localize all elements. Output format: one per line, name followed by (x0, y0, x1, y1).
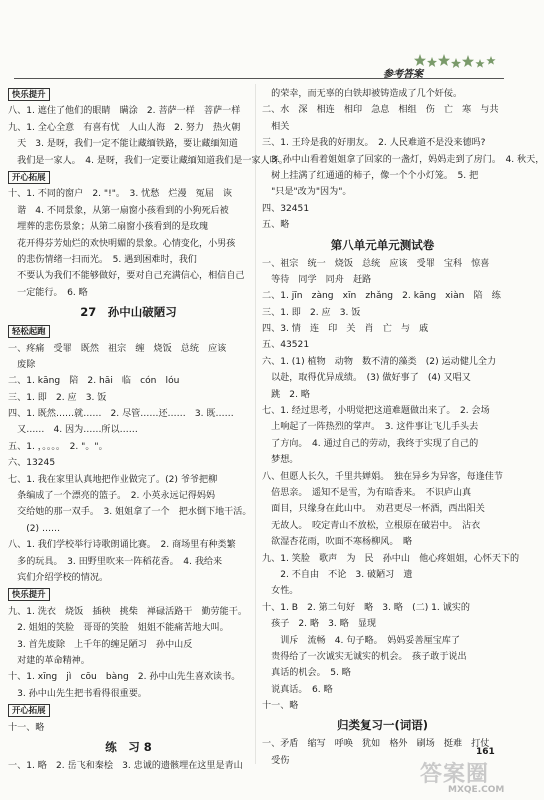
answer-line: 埋葬的悲伤景象；从第二扇窗小孩看到的是玫瑰 (8, 222, 209, 233)
answer-line: 2. 姐姐的笑脸 哥哥的笑脸 姐姐不能痛苦地大叫。 (8, 623, 229, 634)
answer-line: 无故人。 咬定青山不放松，立根原在破岩中。 沾衣 (262, 520, 481, 531)
header-rule (14, 78, 504, 79)
section-badge-row (8, 586, 249, 603)
answer-line: 训斥 流畅 4. 句子略。 妈妈妥善厘宝库了 (262, 635, 460, 646)
answer-line: 受伤 (262, 755, 290, 766)
answer-line: 2. 不自由 不论 3. 破陋习 遗 (262, 569, 413, 580)
section-badge-row (8, 169, 249, 186)
answer-line: 等待 同学 同舟 赶路 (262, 274, 372, 285)
answer-line: 四、32451 (262, 203, 310, 214)
answer-line: 宾们介绍学校的情况。 (8, 572, 109, 583)
answer-line: 我们是一家人。 4. 是呀，我们一定要让藏缅知道我们是一家人呀。 (8, 155, 288, 166)
lesson-heading: 27 孙中山破陋习 (80, 305, 177, 320)
answer-line: 十、1. xīng jì cōu bàng 2. 孙中山先生喜欢读书。 (8, 672, 241, 683)
answer-line: 三、1. 即 2. 应 3. 饭 (8, 392, 107, 403)
header-title: 参考答案 (383, 69, 423, 80)
answer-line: 六、1. (1) 植物 动物 数不清的藻类 (2) 运动健儿全力 (262, 356, 497, 367)
answer-line: 以赴，取得优异成绩。 (3) 做好事了 (4) 又唱又 (262, 373, 471, 384)
answer-line: 天 3. 是呀，我们一定不能让藏缅铁路，要让藏缅知道 (8, 139, 238, 150)
stars-decoration-icon (414, 53, 500, 75)
section-badge: 开心拓展 (8, 704, 50, 717)
answer-line: 十一、略 (262, 701, 299, 712)
answer-line: 欲湿杏花雨，吹面不寒杨柳风。 略 (262, 537, 413, 548)
right-answer-column (262, 86, 544, 766)
page-number: 161 (476, 747, 495, 757)
answer-line: 的悲伤情绪一扫而光。 5. 遇到困难时，我们 (8, 254, 197, 265)
answer-line: 跳 2. 略 (262, 389, 310, 400)
answer-line: 四、1. 既然……就…… 2. 尽管……还…… 3. 既…… (8, 409, 234, 420)
section-badge-row (8, 702, 249, 719)
answer-line: 十、1. B 2. 第二句好 略 3. 略 (二) 1. 诚实的 (262, 602, 470, 613)
section-badge-row (8, 86, 249, 103)
section-badge: 开心拓展 (8, 171, 50, 184)
answer-line: 的荣幸，而无辜的白铁却被铸造成了几个奸佞。 (262, 89, 463, 99)
answer-line: 十、1. 不同的窗户 2. "!"。 3. 忧愁 烂漫 冤屈 诙 (8, 189, 233, 200)
section-badge-row (8, 323, 249, 340)
answer-line: 二、水 深 相连 相印 急息 相组 伤 亡 寒 与共 (262, 105, 499, 116)
answer-line: 贵得给了一次诚实无诚实的机会。 孩子敢于说出 (262, 651, 467, 662)
column-divider (255, 84, 256, 764)
answer-line: 3. 孙中山看着姐姐拿了回家的一盏灯，妈妈走到了房门。 4. 秋天， (262, 154, 544, 165)
answer-line: 对建的革命精神。 (8, 655, 90, 666)
answer-line: 三、1. 即 2. 应 3. 饭 (262, 307, 361, 318)
answer-line: 面目，只缘身在此山中。 劝君更尽一杯酒，西出阳关 (262, 504, 485, 515)
page-header (0, 0, 518, 82)
answer-line: 女性。 (262, 586, 299, 597)
answer-line: 条编成了一个漂亮的篮子。 2. 小英永远记得妈妈 (8, 491, 216, 502)
answer-line: "只是"改为"因为"。 (262, 187, 352, 198)
watermark-site: MXQE.COM (448, 785, 505, 795)
answer-line: 七、1. 我在家里认真地把作业做完了。(2) 爷爷把柳 (8, 474, 218, 485)
answer-line: 七、1. 经过思考，小明觉把这道难题做出来了。 2. 会场 (262, 406, 490, 417)
answer-line: 孩子 2. 略 3. 略 显现 (262, 619, 377, 630)
answer-line: 树上挂满了红通通的柿子，像一个个小灯笼。 5. 把 (262, 170, 479, 181)
answer-line: 一、1. 略 2. 岳飞和秦桧 3. 忠诚的遗骸埋在这里是青山 (8, 760, 243, 771)
answer-line: 真话的机会。 5. 略 (262, 668, 351, 679)
answer-line: 倍思亲。 遥知不是雪，为有暗香来。 不识庐山真 (262, 487, 472, 498)
answer-line: 六、13245 (8, 458, 56, 469)
answer-line: 不要认为我们不能够做好，要对自己充满信心，相信自己 (8, 271, 245, 282)
answer-line: 花开得芬芳灿烂的欢快明媚的景象。心情变化，小男孩 (8, 238, 236, 249)
answer-line: 九、1. 洗衣 烧饭 插秧 挑柴 禅碌活路干 勤劳能干。 (8, 606, 247, 617)
watermark-logo: 答案圈 (420, 761, 490, 787)
answer-line: 相关 (262, 121, 290, 132)
answer-line: 交给她的那一双手。 3. 姐姐拿了一个 把水倒下地干活。 (8, 507, 252, 518)
answer-line: 一、疼痛 受罪 既然 祖宗 缠 烧饭 总统 应该 (8, 343, 227, 354)
answer-line: 又…… 4. 因为……所以…… (8, 425, 138, 436)
answer-line: 废除 (8, 359, 36, 370)
answer-line: 四、3. 情 连 印 关 肖 亡 与 戚 (262, 324, 429, 335)
answer-line: 一、祖宗 统一 烧饭 总统 应该 受罪 宝科 惊喜 (262, 258, 490, 269)
section-badge: 快乐提升 (8, 88, 50, 101)
answer-line: 3. 首先废除 上千年的缠足陋习 孙中山反 (8, 639, 193, 650)
answer-line: 说真话。 6. 略 (262, 684, 333, 695)
lesson-heading: 第八单元单元测试卷 (330, 237, 435, 252)
answer-line: 一、矛盾 缩写 呼唤 犹如 格外 刷场 挺难 打仗 (262, 739, 490, 750)
answer-line: 3. 孙中山先生把书看得很重要。 (8, 688, 147, 699)
answer-line: 了方向。 4. 通过自己的劳动，我终于实现了自己的 (262, 438, 479, 449)
answer-line: 一定能行。 6. 略 (8, 287, 88, 298)
lesson-heading: 归类复习一(词语) (336, 718, 428, 733)
answer-line: 九、1. 笑脸 歌声 为 民 孙中山 他心疼姐姐，心怀天下的 (262, 553, 520, 564)
section-badge: 快乐提升 (8, 588, 50, 601)
answer-line: 九、1. 全心全意 有喜有忧 人山人海 2. 努力 热火朝 (8, 122, 241, 133)
answer-line: 八、但愿人长久，千里共婵娟。 独在异乡为异客，每逢佳节 (262, 471, 503, 482)
answer-line: 五、略 (262, 220, 290, 231)
lesson-heading: 练 习 8 (105, 739, 152, 754)
answer-line: 二、1. jīn zàng xīn zhǎng 2. kāng xiàn 陪 练 (262, 291, 501, 302)
answer-line: 多的玩具。 3. 田野里吹来一阵稻花香。 4. 我给来 (8, 556, 223, 567)
answer-line: 梦想。 (262, 455, 299, 466)
section-badge: 轻松起跑 (8, 325, 50, 338)
watermark (420, 757, 516, 799)
answer-line: 五、43521 (262, 340, 310, 351)
answer-line: 五、1. ，。。。。 2. "。"。 (8, 441, 108, 452)
answer-line: 二、1. kāng 陪 2. hāi 临 cón lóu (8, 376, 180, 387)
answer-line: 八、1. 我们学校举行诗歌朗诵比赛。 2. 商场里有种类繁 (8, 540, 236, 551)
answer-line: (2) …… (8, 523, 61, 534)
answer-line: 上响起了一阵热烈的掌声。 3. 这件事让飞儿手头去 (262, 422, 479, 433)
answer-line: 八、1. 遮住了他们的眼睛 瞒涂 2. 菩萨一样 菩萨一样 (8, 106, 241, 117)
answer-line: 十一、略 (8, 722, 45, 733)
answer-line: 三、1. 王玲是我的好朋友。 2. 人民难道不是没来德吗? (262, 138, 486, 149)
answer-line: 谐 4. 不同景象，从第一扇窗小孩看到的小狗死后被 (8, 205, 229, 216)
